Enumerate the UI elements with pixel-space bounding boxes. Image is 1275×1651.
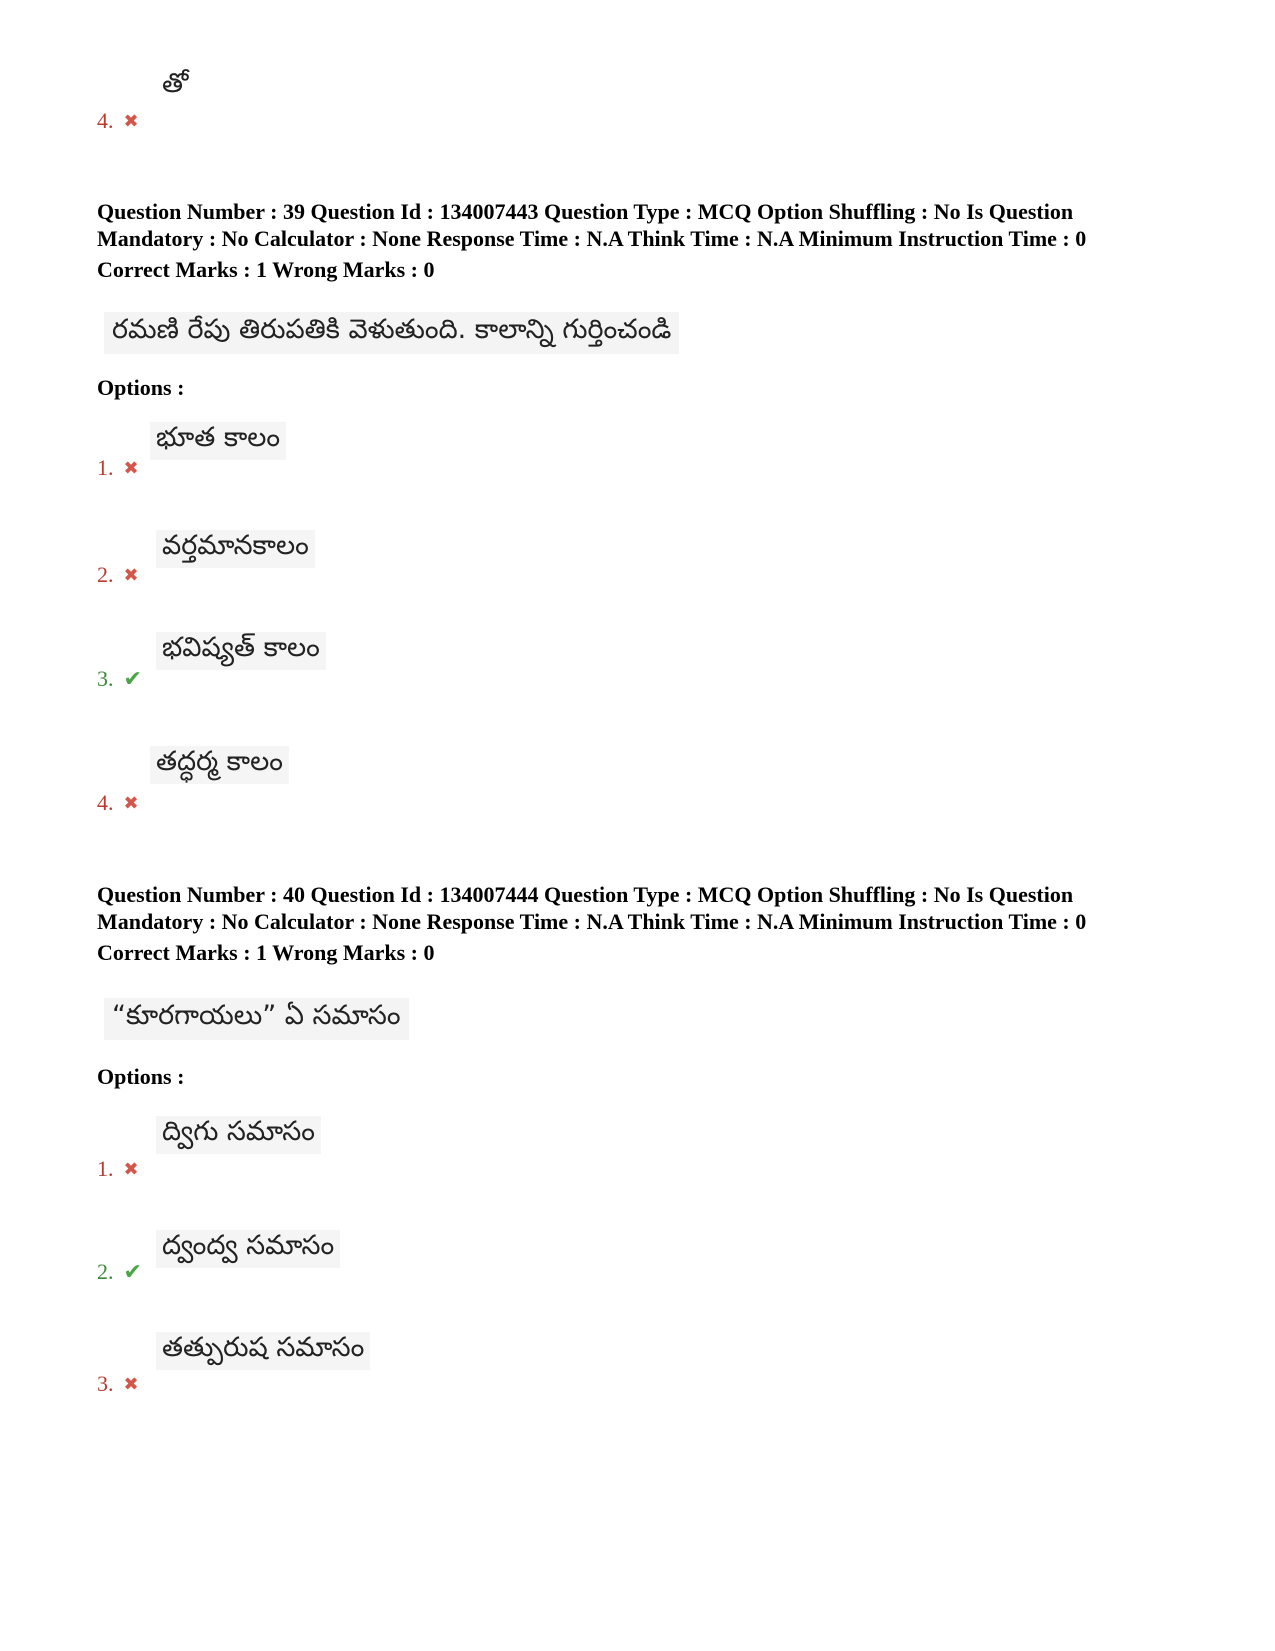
option-number: 3. <box>97 1371 114 1396</box>
q40-option-1-text: ద్విగు సమాసం <box>156 1116 321 1154</box>
q39-option-1-number <box>97 455 139 481</box>
q39-meta-line2: Mandatory : No Calculator : None Response Time : N.A Think Time : N.A Minimum Instruction Time : 0 <box>97 226 1087 251</box>
cross-icon: ✖ <box>123 564 139 586</box>
option-number: 1. <box>97 1156 114 1181</box>
q39-meta-line1: Question Number : 39 Question Id : 134007443 Question Type : MCQ Option Shuffling : No Is Question <box>97 199 1074 224</box>
q39-option-2-number <box>97 562 139 588</box>
q40-option-3-text: తత్పురుష సమాసం <box>156 1332 370 1370</box>
check-icon: ✔ <box>123 666 142 692</box>
q40-question-text: “కూరగాయలు” ఏ సమాసం <box>104 998 409 1040</box>
q39-question-text: రమణి రేపు తిరుపతికి వెళుతుంది. కాలాన్ని గుర్తించండి <box>104 312 679 354</box>
q40-options-label: Options : <box>97 1064 185 1089</box>
option-number: 2. <box>97 1259 114 1284</box>
check-icon: ✔ <box>123 1259 142 1285</box>
q39-option-4-number <box>97 790 139 816</box>
option-number: 1. <box>97 455 114 480</box>
cross-icon: ✖ <box>123 1158 139 1180</box>
q40-meta-line2: Mandatory : No Calculator : None Response Time : N.A Think Time : N.A Minimum Instruction Time : 0 <box>97 909 1087 934</box>
q39-option-1-text: భూత కాలం <box>150 422 286 460</box>
option-number: 4. <box>97 108 114 133</box>
option-number: 3. <box>97 666 114 691</box>
cross-icon: ✖ <box>123 110 139 132</box>
q39-marks: Correct Marks : 1 Wrong Marks : 0 <box>97 257 435 282</box>
q40-option-1-number <box>97 1156 139 1182</box>
cross-icon: ✖ <box>123 457 139 479</box>
q40-meta <box>97 881 1217 935</box>
q40-option-2-number <box>97 1259 142 1285</box>
q40-option-3-number <box>97 1371 139 1397</box>
cross-icon: ✖ <box>123 792 139 814</box>
q39-option-4-text: తద్ధర్మ కాలం <box>150 746 289 784</box>
option-number: 2. <box>97 562 114 587</box>
q39-option-3-number <box>97 666 142 692</box>
q39-option-2-text: వర్తమానకాలం <box>156 530 315 568</box>
q39-meta <box>97 198 1217 252</box>
q39-option-3-text: భవిష్యత్ కాలం <box>156 632 326 670</box>
q40-option-2-text: ద్వంద్వ సమాసం <box>156 1230 340 1268</box>
cross-icon: ✖ <box>123 1373 139 1395</box>
q39-options-label: Options : <box>97 375 185 400</box>
q40-meta-line1: Question Number : 40 Question Id : 134007444 Question Type : MCQ Option Shuffling : No Is Question <box>97 882 1074 907</box>
q40-marks: Correct Marks : 1 Wrong Marks : 0 <box>97 940 435 965</box>
prev-option-4-text: తో <box>162 68 189 99</box>
option-number: 4. <box>97 790 114 815</box>
prev-option-4-number <box>97 108 139 134</box>
